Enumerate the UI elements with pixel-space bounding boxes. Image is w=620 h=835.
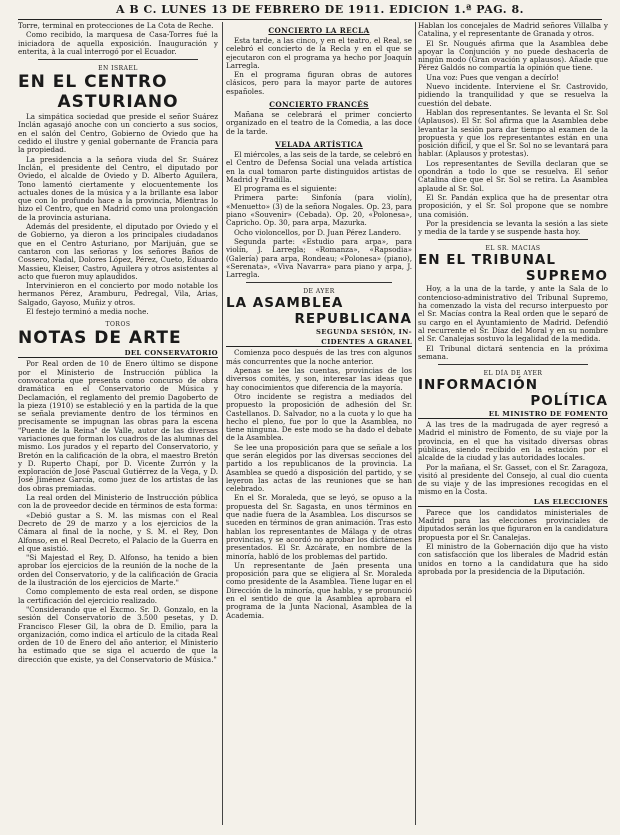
- paragraph: Un representante de Jaén presenta una proposición para que se eligiera al Sr. Moraleda como presidente de la Asamblea. Tiene lugar en el Dirección de la minoría, que habla, y se pronunció en el sentido de que la Asamblea aprobara el programa de la Junta Nacional, Asamblea de la Academia.: [226, 560, 412, 620]
- column-1: [18, 22, 218, 827]
- paragraph: Apenas se lee las cuentas, provincias de los diversos comités, y son, interesar las ideas que hay conocimientos que diferencia de la mayoría.: [226, 366, 412, 392]
- subheading: CIDENTES A GRANEL: [226, 338, 412, 347]
- paragraph: Se lee una proposición para que se señale a los que serán elegidos por las diversas secciones del partido a los republicanos de la provincia. La Asamblea se quedó a disposición del partido, y se leyeron las actas de las reuniones que se han celebrado.: [226, 442, 412, 494]
- subheading: LAS ELECCIONES: [418, 498, 608, 507]
- paragraph: El programa es el siguiente:: [234, 184, 337, 194]
- headline: SUPREMO: [525, 268, 608, 285]
- paragraph: Comienza poco después de las tres con algunos más concurrentes que la noche anterior.: [226, 348, 412, 366]
- paragraph: "Si Majestad el Rey, D. Alfonso, ha tenido a bien aprobar los ejercicios de la reunión de la noche de la orden del Conservatorio, y de la calificación de Gracia de la ilustración de los ejercicios de Marte.": [18, 553, 218, 588]
- headline: NOTAS DE ARTE: [18, 328, 182, 349]
- paragraph: Esta tarde, a las cinco, y en el teatro, el Real, se celebró el concierto de la Recla y en el que se ejecutaron con el programa ya hecho por Joaquín Larregla.: [226, 36, 412, 70]
- paragraph: "Considerando que el Excmo. Sr. D. Gonzalo, en la sesión del Conservatorio de 3.500 pesetas, y D. Francisco Fleser Gil, la obra de D. Emilio, para la organización, como indica el artículo de la citada Real orden de 10 de Enero del año anterior, el Ministerio ha estimado que se siga el acuerdo de que la dirección que existe, ya del Conservatorio de Música.": [18, 604, 218, 664]
- divider: [438, 239, 588, 240]
- divider: [438, 364, 588, 365]
- headline: REPUBLICANA: [294, 311, 412, 328]
- page-header: A B C. LUNES 13 DE FEBRERO DE 1911. EDICION 1.ª PAG. 8.: [116, 3, 524, 16]
- paragraph: Primera parte: Sinfonía (para violín), «Menuetto» (3) de la señora Nogales. Op. 23, para piano «Souvenir» (Cebada). Op. 20, «Polonesa», Capricho. Op. 30, para arpa, Mazurka.: [226, 193, 412, 228]
- paragraph: Torre, terminal en protecciones de La Cota de Reche.: [18, 22, 214, 30]
- paragraph: El Sr. Pandán explica que ha de presentar otra proposición, y el Sr. Sol propone que se nombre una comisión.: [418, 192, 608, 219]
- paragraph: Por la presidencia se levanta la sesión a las siete y media de la tarde y se suspende hasta hoy.: [418, 218, 608, 237]
- column-2: [226, 22, 412, 827]
- headline: POLÍTICA: [530, 393, 608, 410]
- paragraph: Ocho violoncellos, por D. Juan Pérez Landero.: [234, 227, 401, 237]
- subheading: DEL CONSERVATORIO: [18, 349, 218, 358]
- section-heading: CONCIERTO LA RECLA: [268, 26, 370, 35]
- paragraph: Intervinieron en el concierto por modo notable los hermanos Pérez, Aramburu, Pedregal, Vila, Arias, Salgado, Gayoso, Muñiz y otros.: [18, 281, 218, 307]
- paragraph: Hablan dos representantes. Se levanta el Sr. Sol (Aplausos). El Sr. Sol afirma que la Asamblea debe levantar la sesión para dar tiempo al examen de la propuesta y que los representantes están en una posición difícil, y que el Sr. Sol no se levantará para hablar. (Aplausos y protestas).: [418, 107, 608, 159]
- article-kicker: DE AYER: [303, 288, 335, 296]
- paragraph: La simpática sociedad que preside el señor Suárez Inclán agasajó anoche con un concierto a sus socios, en el salón del Centro, Gobierno de Oviedo que ha cedido el ilustre y genial gobernante de Francia para la propiedad.: [18, 112, 218, 155]
- article-kicker: EL DÍA DE AYER: [483, 370, 543, 378]
- paragraph: Además del presidente, el diputado por Oviedo y el de Gobierno, ya dieron a los principales ciudadanos que en el Centro Asturiano, por Marijuán, que se cantaron con las señoras y los señores Baños de Cossero, Nadal, Dolores López, Pérez, Cueto, Eduardo Massieu, Kleiser, Castro, Aguilera y otros asistentes al acto que fueron muy aplaudidos.: [18, 222, 218, 281]
- column-divider: [415, 22, 416, 825]
- divider: [38, 59, 198, 60]
- paragraph: Nuevo incidente. Interviene el Sr. Castrovido, pidiendo la tranquilidad y que se resuelva la cuestión del debate.: [418, 82, 608, 108]
- paragraph: La presidencia a la señora viuda del Sr. Suárez Inclán, el presidente del Centro, el diputado por Oviedo, el alcalde de Oviedo y D. Alberto Aguilera, Tono lamentó ciertamente y elocuentemente los actuales dones de la música y a la brillante esa labor que con lo profundo hace a la provincia, Mientras lo hizo el Centro, que en Madrid como una prolongación de la provincia asturiana.: [18, 154, 218, 222]
- paragraph: Otro incidente se registra a mediados del propuesto la proposición de adhesión del Sr. Castellanos. D. Salvador, no a la cuota y lo que ha hecho el pleno, fue por lo que la Asamblea, no tiene ninguna. De este modo se ha dado el debate de la Asamblea.: [226, 391, 412, 443]
- paragraph: El ministro de la Gobernación dijo que ha visto con satisfacción que los liberales de Madrid están unidos en torno a la candidatura que ha sido aprobada por la presidencia de la Diputación.: [418, 541, 608, 576]
- subheading: SEGUNDA SESIÓN, IN-: [316, 328, 412, 337]
- paragraph: En el programa figuran obras de autores clásicos, pero para la mayor parte de autores españoles.: [226, 70, 412, 96]
- divider: [246, 282, 392, 283]
- paragraph: Como recibido, la marquesa de Casa-Torres fué la iniciadora de aquella exposición. Inauguración y enterita, à la cual interrogó por el Ecuador.: [18, 30, 218, 56]
- paragraph: En el Sr. Moraleda, que se leyó, se opuso a la propuesta del Sr. Sagasta, en unos términos en que nadie fuera de la Asamblea. Los discursos se suceden en términos de gran animación. Tras esto hablan los representantes de Málaga y de otras provincias, y se acordó no aprobar los dictámenes presentados. El Sr. Azcárate, en nombre de la minoría, habló de los problemas del partido.: [226, 493, 412, 561]
- paragraph: Mañana se celebrará el primer concierto organizado en el teatro de la Comedia, a las doce de la tarde.: [226, 110, 412, 136]
- paragraph: El miércoles, a las seis de la tarde, se celebró en el Centro de Defensa Social una velada artística en la cual tomaron parte distinguidos artistas de Madrid y Pradilla.: [226, 149, 412, 184]
- paragraph: Una voz: Pues que vengan a decírlo!: [426, 72, 560, 82]
- paragraph: El Tribunal dictará sentencia en la próxima semana.: [418, 343, 608, 361]
- paragraph: Por Real orden de 10 de Enero último se dispone por el Ministerio de Instrucción pública la convocatoria que presenta como concurso de obra dramática en el Conservatorio de Música y Declamación, el reglamento del premio Dagoberto de la pieza (1910) se estableció y en la partida de la que se señala previamente dentro de los términos en precisamente se impugnan las obras para la escena "Puente de la Reina" de Valle, autor de las diversas variaciones que forman los cuadros de las alumnas del mismo. Los jurados y el reparto del Conservatorio, y Bretón en la calificación de la obra, el maestro Bretón y D. Ruperto Chapí, por D. Vicente Zurrón y la exploración de José Pascual Gutiérrez de la Vega, y D. José Jiménez García, como juez de los artistas de las dos obras premiadas.: [18, 359, 218, 493]
- headline: INFORMACIÓN: [418, 377, 539, 394]
- paragraph: Hablan los concejales de Madrid señores Villalba y Catalina, y el representante de Granada y otros.: [418, 22, 608, 39]
- paragraph: La real orden del Ministerio de Instrucción pública con la de proveedor decide en términos de esta forma:: [18, 493, 218, 511]
- paragraph: Parece que los candidatos ministeriales de Madrid para las elecciones provinciales de diputados serán los que figuraron en la candidatura propuesta por el Sr. Canalejas.: [418, 507, 608, 542]
- section-heading: VELADA ARTÍSTICA: [275, 139, 363, 149]
- paragraph: El festejo terminó a media noche.: [26, 307, 149, 317]
- headline: ASTURIANO: [57, 92, 179, 113]
- subheading: EL MINISTRO DE FOMENTO: [418, 410, 608, 419]
- paragraph: Segunda parte: «Estudio para arpa», para violín, J. Larregla; «Romanza», «Rapsodia» (Galería) para arpa, Rondeau; «Polonesa» (piano), «Serenata», «Viva Navarra» para piano y arpa, J. Larregla.: [226, 236, 412, 280]
- article-kicker: EN ISRAEL: [98, 65, 138, 73]
- paragraph: «Debió gustar a S. M. las mismas con el Real Decreto de 29 de marzo y a los ejercicios de la Cámara al final de la noche, y S. M. el Rey, Don Alfonso, en el Real Decreto, el Palacio de la Guerra en el que asistió.: [18, 510, 218, 553]
- article-kicker: EL SR. MACIAS: [485, 245, 541, 253]
- paragraph: Los representantes de Sevilla declaran que se opondrán a todo lo que se resuelva. El señor Catalina dice que el Sr. Sol se retira. La Asamblea aplaude al Sr. Sol.: [418, 158, 608, 193]
- paragraph: Hoy, a la una de la tarde, y ante la Sala de lo contencioso-administrativo del Tribunal Supremo, ha comenzado la vista del recurso interpuesto por el Sr. Macías contra la Real orden que le separó de su cargo en el Ayuntamiento de Madrid. Defendió al recurrente el Sr. Díaz del Moral y en su nombre el Sr. Canalejas sostuvo la legalidad de la medida.: [418, 284, 608, 344]
- column-3: [418, 22, 608, 827]
- section-heading: CONCIERTO FRANCÉS: [269, 100, 369, 110]
- header-rule: [18, 19, 602, 20]
- paragraph: A las tres de la madrugada de ayer regresó a Madrid el ministro de Fomento, de su viaje por la provincia, en el que ha visitado diversas obras públicas, siendo recibido en la estación por el alcalde de la ciudad y las autoridades locales.: [418, 420, 608, 463]
- article-kicker: TOROS: [105, 321, 131, 329]
- paragraph: Como complemento de esta real orden, se dispone la certificación del ejercicio realizado.: [18, 587, 218, 605]
- headline: LA ASAMBLEA: [226, 295, 344, 312]
- paragraph: Por la mañana, el Sr. Gasset, con el Sr. Zaragoza, visitó al presidente del Consejo, al cual dio cuenta de su viaje y de las impresiones recogidas en el mismo en la Costa.: [418, 462, 608, 497]
- column-divider: [222, 22, 223, 825]
- paragraph: El Sr. Nougués afirma que la Asamblea debe apoyar la Conjunción y no puede deshacerla de ningún modo (Gran ovación y aplausos). Añade que Pérez Galdós no compartía la opinión que tiene.: [418, 38, 608, 73]
- headline: EN EL TRIBUNAL: [418, 252, 556, 269]
- headline: EN EL CENTRO: [18, 72, 168, 93]
